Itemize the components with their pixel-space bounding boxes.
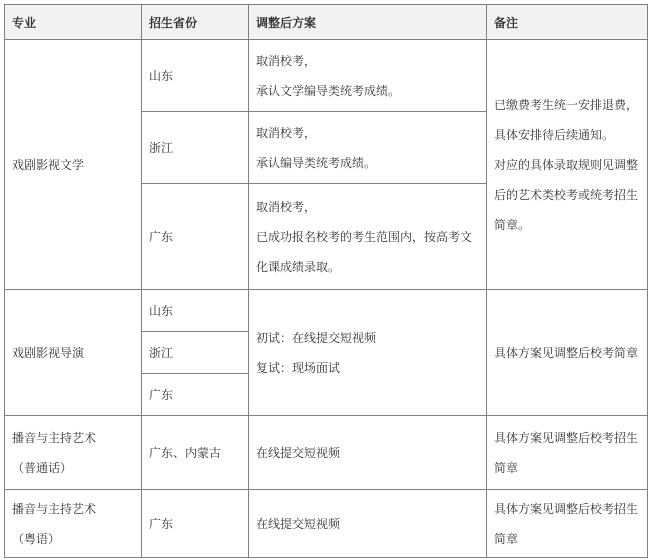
- notes-cell: [487, 490, 648, 558]
- notes-line: 已缴费考生统一安排退费，: [494, 97, 639, 112]
- major-cell: [5, 490, 142, 558]
- notes-line: 对应的具体录取规则见调整: [494, 157, 639, 172]
- plan-cell: 在线提交短视频: [249, 416, 487, 490]
- table-header-row: [5, 5, 648, 40]
- admission-plan-table: [4, 4, 648, 558]
- header-plan: 调整后方案: [249, 5, 487, 40]
- plan-line: 承认文学编导类统考成绩。: [256, 83, 401, 98]
- province-cell: 广东: [142, 184, 249, 290]
- province-cell: 浙江: [142, 112, 249, 184]
- major-cell: [5, 416, 142, 490]
- major-line: （普通话）: [12, 460, 73, 475]
- major-line: 播音与主持艺术: [12, 501, 97, 516]
- notes-cell: [487, 40, 648, 290]
- province-cell: 广东、内蒙古: [142, 416, 249, 490]
- notes-line: 简章: [494, 531, 519, 546]
- province-cell: 山东: [142, 290, 249, 332]
- plan-line: 取消校考，: [256, 53, 317, 68]
- plan-cell: [249, 40, 487, 112]
- province-cell: 广东: [142, 374, 249, 416]
- plan-cell: 在线提交短视频: [249, 490, 487, 558]
- plan-line: 初试：在线提交短视频: [256, 330, 377, 345]
- header-notes: 备注: [487, 5, 648, 40]
- header-province: 招生省份: [142, 5, 249, 40]
- major-cell: 戏剧影视文学: [5, 40, 142, 290]
- major-line: （粤语）: [12, 531, 61, 546]
- plan-line: 取消校考，: [256, 125, 317, 140]
- notes-line: 具体方案见调整后校考招生: [494, 501, 639, 516]
- notes-line: 具体方案见调整后校考招生: [494, 430, 639, 445]
- notes-line: 后的艺术类校考或统考招生: [494, 187, 639, 202]
- table-row: [5, 40, 648, 112]
- plan-line: 复试：现场面试: [256, 360, 341, 375]
- plan-cell: [249, 184, 487, 290]
- major-line: 播音与主持艺术: [12, 430, 97, 445]
- province-cell: 山东: [142, 40, 249, 112]
- plan-cell: [249, 290, 487, 416]
- table-row: [5, 416, 648, 490]
- notes-line: 简章。: [494, 217, 531, 232]
- notes-line: 具体安排待后续通知。: [494, 127, 615, 142]
- table-row: [5, 290, 648, 332]
- plan-line: 已成功报名校考的考生范围内，按高考文: [256, 229, 473, 244]
- header-major: 专业: [5, 5, 142, 40]
- table-row: [5, 490, 648, 558]
- notes-cell: [487, 416, 648, 490]
- major-cell: 戏剧影视导演: [5, 290, 142, 416]
- province-cell: 广东: [142, 490, 249, 558]
- notes-cell: 具体方案见调整后校考简章: [487, 290, 648, 416]
- plan-line: 取消校考，: [256, 199, 317, 214]
- plan-cell: [249, 112, 487, 184]
- province-cell: 浙江: [142, 332, 249, 374]
- plan-line: 化课成绩录取。: [256, 259, 341, 274]
- plan-line: 承认编导类统考成绩。: [256, 155, 377, 170]
- notes-line: 简章: [494, 460, 519, 475]
